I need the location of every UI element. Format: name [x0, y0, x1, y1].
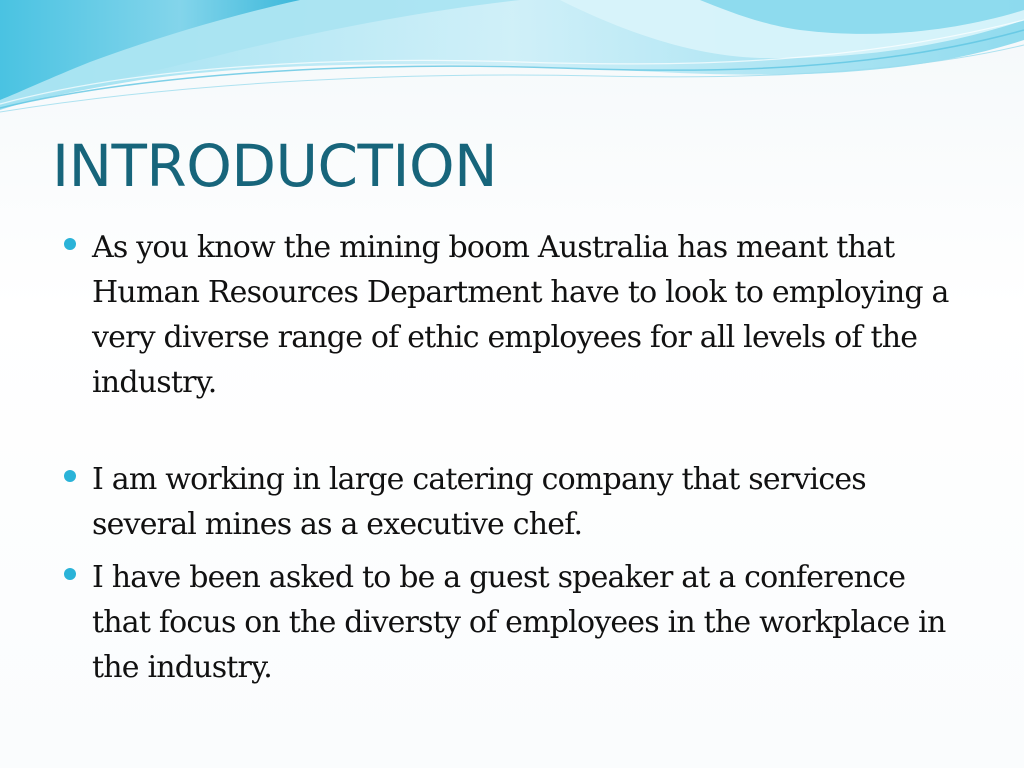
decorative-wave-banner: [0, 0, 1024, 130]
slide-title: INTRODUCTION: [52, 132, 498, 200]
bullet-text: I am working in large catering company that services several mines as a executive chef.: [92, 462, 866, 542]
bullet-dot-icon: [64, 470, 76, 482]
bullet-item: [64, 555, 964, 690]
bullet-dot-icon: [64, 238, 76, 250]
bullet-item: [64, 225, 964, 405]
bullet-text: As you know the mining boom Australia has meant that Human Resources Department have to look to employing a very diverse range of ethic employees for all levels of the industry.: [92, 230, 949, 400]
bullet-text: I have been asked to be a guest speaker at a conference that focus on the diversty of employees in the workplace in the industry.: [92, 560, 946, 685]
bullet-list: [64, 225, 964, 690]
bullet-item: [64, 457, 964, 547]
bullet-dot-icon: [64, 568, 76, 580]
